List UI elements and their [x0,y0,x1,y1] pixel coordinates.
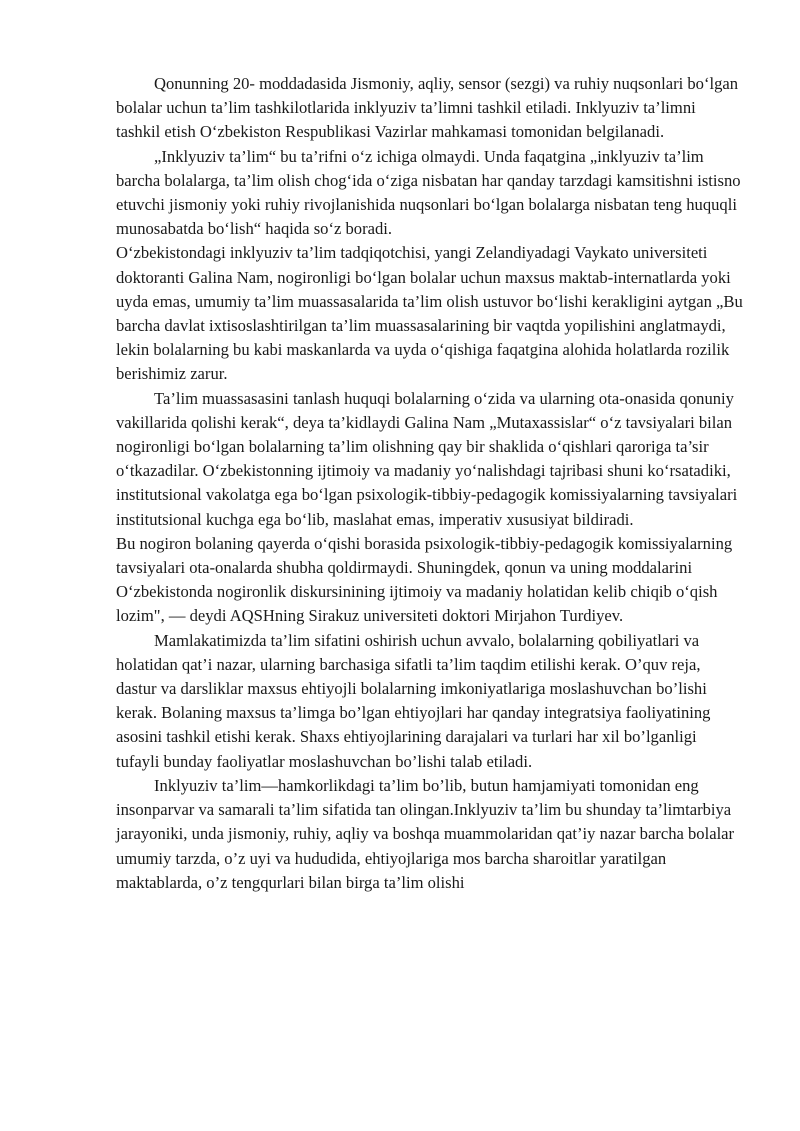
document-body [116,72,744,895]
paragraph-inclusive-definition: „Inklyuziv ta’lim“ bu ta’rifni o‘z ichiga olmaydi. Unda faqatgina „inklyuziv ta’lim barcha bolalarga, ta’lim olish chog‘ida o‘ziga nisbatan har qanday tarzdagi kamsitishni istisno etuvchi jismoniy yoki ruhiy rivojlanishida nuqsonlari bo‘lgan bolalarga nisbatan teng huquqli munosabatda bo‘lish“ haqida so‘z boradi. [116,146,741,239]
paragraph-law-article-20: Qonunning 20- moddadasida Jismoniy, aqliy, sensor (sezgi) va ruhiy nuqsonlari bo‘lgan bolalar uchun ta’lim tashkilotlarida inklyuziv ta’limni tashkil etiladi. Inklyuziv ta’limni tashkil etish O‘zbekiston Respublikasi Vazirlar mahkamasi tomonidan belgilanadi. [116,74,739,142]
paragraph-school-choice: Ta’lim muassasasini tanlash huquqi bolalarning o‘zida va ularning ota-onasida qonuniy vakillarida qolishi kerak“, deya ta’kidlaydi Galina Nam „Mutaxassislar“ o‘z tavsiyalari bilan nogironligi bo‘lgan bolalarning ta’lim olishning qay bir shaklida o‘qishlari qaroriga ta’sir o‘tkazadilar. O‘zbekistonning ijtimoiy va madaniy yo‘nalishdagi tajribasi shuni ko‘rsatadiki, institutsional vakolatga ega bo‘lgan psixologik-tibbiy-pedagogik komissiyalarning tavsiyalari institutsional kuchga ega bo‘lib, maslahat emas, imperativ xususiyat bildiradi. [116,388,738,529]
paragraph-galina-nam-quote: O‘zbekistondagi inklyuziv ta’lim tadqiqotchisi, yangi Zelandiyadagi Vaykato universiteti doktoranti Galina Nam, nogironligi bo‘lgan bolalar uchun maxsus maktab-internatlarda yoki uyda emas, umumiy ta’lim muassasalarida ta’lim olish ustuvor bo‘lishi kerakligini aytgan „Bu barcha davlat ixtisoslashtirilgan ta’lim muassasalarining bir vaqtda yopilishini anglatmaydi, lekin bolalarning bu kabi maskanlarda va uyda o‘qishiga faqatgina alohida holatlarda rozilik berishimiz zarur. [116,243,743,384]
paragraph-education-quality: Mamlakatimizda ta’lim sifatini oshirish uchun avvalo, bolalarning qobiliyatlari va holatidan qat’i nazar, ularning barchasiga sifatli ta’lim taqdim etilishi kerak. O’quv reja, dastur va darsliklar maxsus ehtiyojli bolalarning imkoniyatlariga moslashuvchan bo’lishi kerak. Bolaning maxsus ta’limga bo’lgan ehtiyojlari har qanday integratsiya faoliyatining asosini tashkil etishi kerak. Shaxs ehtiyojlarining darajalari va turlari har xil bo’lganligi tufayli bunday faoliyatlar moslashuvchan bo’lishi talab etiladi. [116,630,711,771]
paragraph-turdiyev-quote: Bu nogiron bolaning qayerda o‘qishi borasida psixologik-tibbiy-pedagogik komissiyalarning tavsiyalari ota-onalarda shubha qoldirmaydi. Shuningdek, qonun va uning moddalarini O‘zbekistonda nogironlik diskursinining ijtimoiy va madaniy holatidan kelib chiqib o‘qish lozim", — deydi AQSHning Sirakuz universiteti doktori Mirjahon Turdiyev. [116,533,733,626]
paragraph-inclusive-collaboration: Inklyuziv ta’lim—hamkorlikdagi ta’lim bo’lib, butun hamjamiyati tomonidan eng insonparvar va samarali ta’lim sifatida tan olingan.Inklyuziv ta’lim bu shunday ta’limtarbiya jarayoniki, unda jismoniy, ruhiy, aqliy va boshqa muammolaridan qat’iy nazar barcha bolalar umumiy tarzda, o’z uyi va hududida, ehtiyojlariga mos barcha sharoitlar yaratilgan maktablarda, o’z tengqurlari bilan birga ta’lim olishi [116,775,735,892]
